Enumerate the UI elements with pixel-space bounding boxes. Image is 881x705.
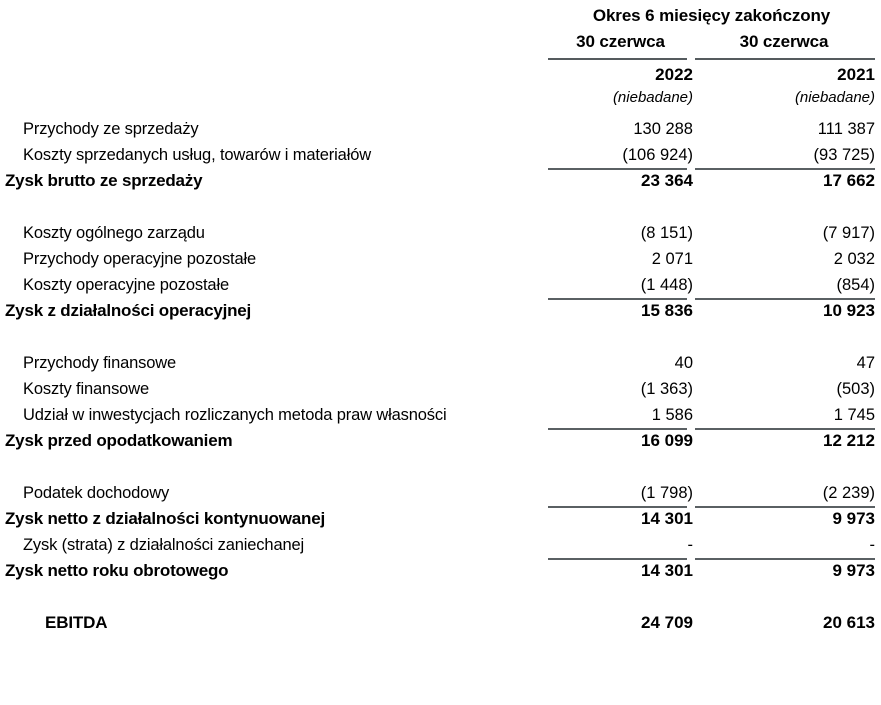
row-value-2021: (503)	[836, 379, 875, 398]
row-label: Podatek dochodowy	[23, 483, 170, 502]
table-period-title: Okres 6 miesięcy zakończony	[592, 6, 831, 25]
column-header-date-2022: 30 czerwca	[576, 32, 665, 51]
table-row-subtotal	[0, 506, 881, 532]
row-value-2021: -	[869, 535, 875, 554]
row-value-2022: 130 288	[633, 119, 693, 138]
row-value-2021: 1 745	[833, 405, 875, 424]
row-value-2021: (93 725)	[813, 145, 875, 164]
table-row-subtotal	[0, 168, 881, 194]
row-value-2022: 40	[674, 353, 693, 372]
table-body	[0, 116, 881, 636]
column-header-date-2021: 30 czerwca	[739, 32, 829, 51]
header-rule-segment-right	[695, 58, 875, 60]
row-spacer	[0, 194, 881, 220]
row-value-2022: 1 586	[651, 405, 693, 424]
column-header-year-2022: 2022	[655, 65, 693, 84]
row-spacer	[0, 454, 881, 480]
audit-status-2022: (niebadane)	[612, 89, 693, 106]
row-spacer	[0, 324, 881, 350]
row-label: Zysk przed opodatkowaniem	[5, 431, 233, 450]
row-value-2022: 14 301	[641, 561, 693, 580]
row-value-2022: 23 364	[641, 171, 693, 190]
header-rule-segment-left	[548, 58, 687, 60]
header-rule-gap	[687, 58, 695, 60]
row-label: Zysk brutto ze sprzedaży	[5, 171, 203, 190]
row-label: Przychody ze sprzedaży	[23, 119, 199, 138]
row-label: Koszty operacyjne pozostałe	[23, 275, 229, 294]
table-row	[0, 220, 881, 246]
header-rule	[548, 58, 875, 60]
table-row	[0, 116, 881, 142]
row-value-2021: 47	[856, 353, 875, 372]
table-row	[0, 142, 881, 168]
row-value-2022: 24 709	[641, 613, 693, 632]
row-label: Koszty ogólnego zarządu	[23, 223, 205, 242]
table-row-subtotal	[0, 428, 881, 454]
row-label: Przychody finansowe	[23, 353, 177, 372]
table-row-total	[0, 558, 881, 584]
row-value-2022: 15 836	[641, 301, 693, 320]
row-label: Zysk z działalności operacyjnej	[5, 301, 252, 320]
row-value-2022: (8 151)	[640, 223, 693, 242]
row-value-2022: 2 071	[651, 249, 693, 268]
row-value-2021: 17 662	[823, 171, 875, 190]
table-row	[0, 402, 881, 428]
audit-status-2021: (niebadane)	[794, 89, 875, 106]
row-label: Zysk netto roku obrotowego	[5, 561, 229, 580]
column-year-headers	[548, 65, 875, 85]
row-value-2021: 2 032	[833, 249, 875, 268]
row-label: Zysk netto z działalności kontynuowanej	[5, 509, 325, 528]
row-spacer	[0, 584, 881, 610]
row-value-2022: -	[687, 535, 693, 554]
row-label: Udział w inwestycjach rozliczanych metoda praw własności	[23, 405, 447, 424]
row-value-2022: (106 924)	[622, 145, 693, 164]
row-value-2021: (2 239)	[822, 483, 875, 502]
row-value-2021: 12 212	[823, 431, 875, 450]
column-date-headers	[548, 32, 875, 52]
row-value-2021: 9 973	[832, 561, 875, 580]
table-row-subtotal	[0, 298, 881, 324]
row-value-2022: (1 363)	[640, 379, 693, 398]
row-value-2021: 111 387	[817, 119, 875, 138]
row-label: Przychody operacyjne pozostałe	[23, 249, 257, 268]
row-value-2021: (854)	[836, 275, 875, 294]
row-value-2021: (7 917)	[822, 223, 875, 242]
column-header-year-2021: 2021	[837, 65, 875, 84]
row-label: EBITDA	[45, 613, 108, 632]
column-audit-status-headers	[548, 89, 875, 106]
row-value-2022: (1 448)	[640, 275, 693, 294]
table-row	[0, 480, 881, 506]
row-value-2021: 10 923	[823, 301, 875, 320]
row-label: Koszty finansowe	[23, 379, 149, 398]
row-value-2022: (1 798)	[640, 483, 693, 502]
row-value-2022: 16 099	[641, 431, 693, 450]
row-label: Koszty sprzedanych usług, towarów i materiałów	[23, 145, 372, 164]
row-label: Zysk (strata) z działalności zaniechanej	[23, 535, 305, 554]
table-row	[0, 350, 881, 376]
table-row-ebitda	[0, 610, 881, 636]
table-row	[0, 532, 881, 558]
row-value-2022: 14 301	[641, 509, 693, 528]
table-row	[0, 376, 881, 402]
table-row	[0, 246, 881, 272]
table-row	[0, 272, 881, 298]
row-value-2021: 20 613	[823, 613, 875, 632]
row-value-2021: 9 973	[832, 509, 875, 528]
